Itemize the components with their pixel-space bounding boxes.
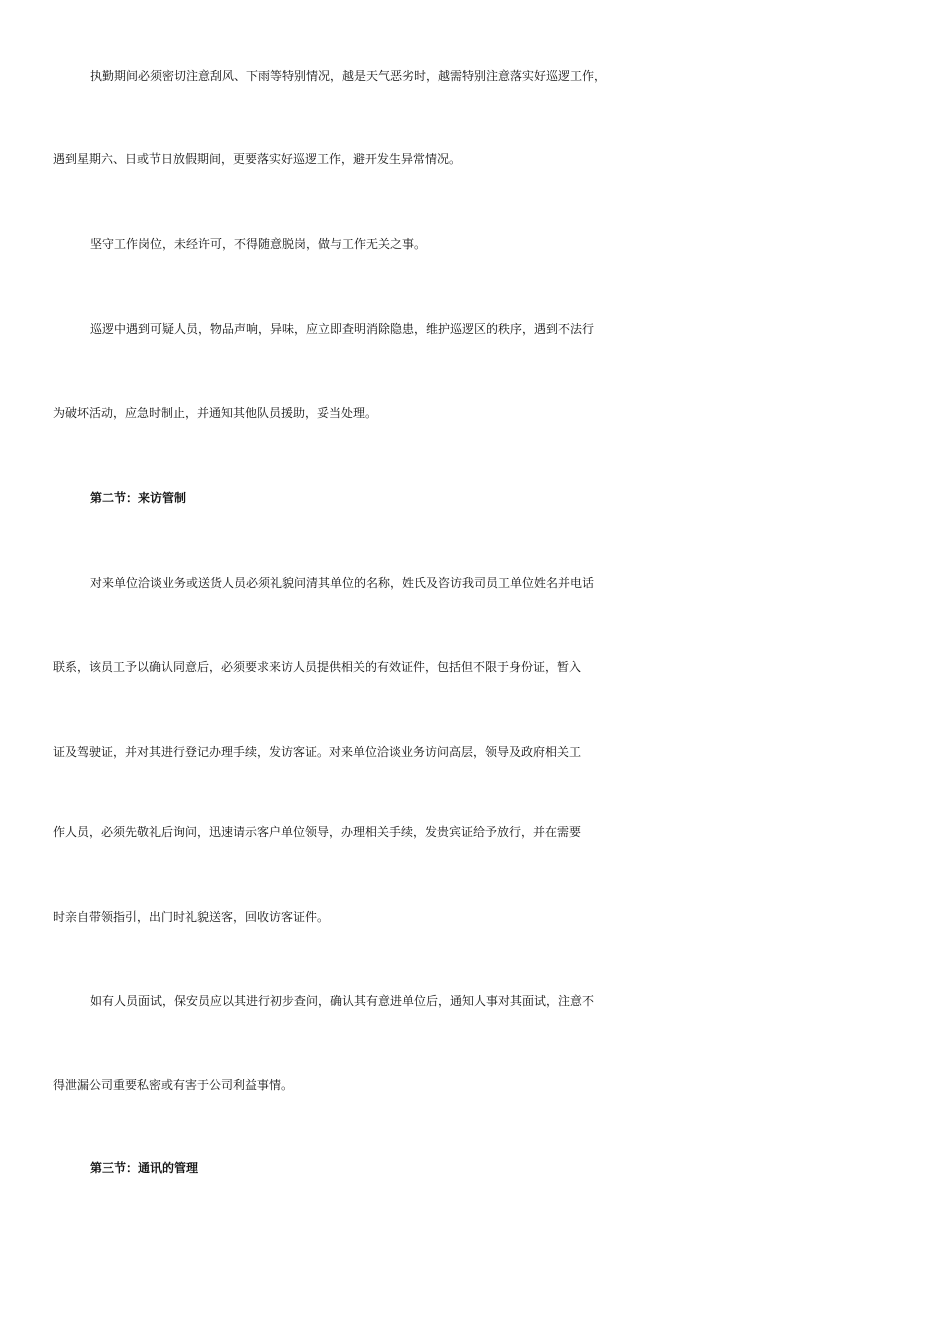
section-heading: 第二节：来访管制	[90, 491, 187, 505]
paragraph-line: 坚守工作岗位，未经许可，不得随意脱岗，做与工作无关之事。	[90, 237, 427, 251]
paragraph-line: 证及驾驶证，并对其进行登记办理手续，发访客证。对来单位洽谈业务访问高层，领导及政府相关工	[53, 745, 582, 759]
paragraph-line: 执勤期间必须密切注意刮风、下雨等特别情况，越是天气恶劣时，越需特别注意落实好巡逻工作，	[90, 69, 607, 83]
paragraph-line: 遇到星期六、日或节日放假期间，更要落实好巡逻工作，避开发生异常情况。	[53, 152, 462, 166]
paragraph-line: 联系，该员工予以确认同意后，必须要求来访人员提供相关的有效证件，包括但不限于身份证，暂入	[53, 660, 582, 674]
paragraph-line: 作人员，必须先敬礼后询问，迅速请示客户单位领导，办理相关手续，发贵宾证给予放行，并在需要	[53, 825, 582, 839]
paragraph-line: 对来单位洽谈业务或送货人员必须礼貌问清其单位的名称，姓氏及咨访我司员工单位姓名并电话	[90, 576, 595, 590]
paragraph-line: 如有人员面试，保安员应以其进行初步查问，确认其有意进单位后，通知人事对其面试，注意不	[90, 994, 595, 1008]
paragraph-line: 巡逻中遇到可疑人员，物品声响，异味，应立即查明消除隐患，维护巡逻区的秩序，遇到不法行	[90, 322, 595, 336]
section-heading: 第三节：通讯的管理	[90, 1161, 199, 1175]
paragraph-line: 时亲自带领指引，出门时礼貌送客，回收访客证件。	[53, 910, 330, 924]
paragraph-line: 为破坏活动，应急时制止，并通知其他队员援助，妥当处理。	[53, 406, 378, 420]
paragraph-line: 得泄漏公司重要私密或有害于公司利益事情。	[53, 1078, 294, 1092]
